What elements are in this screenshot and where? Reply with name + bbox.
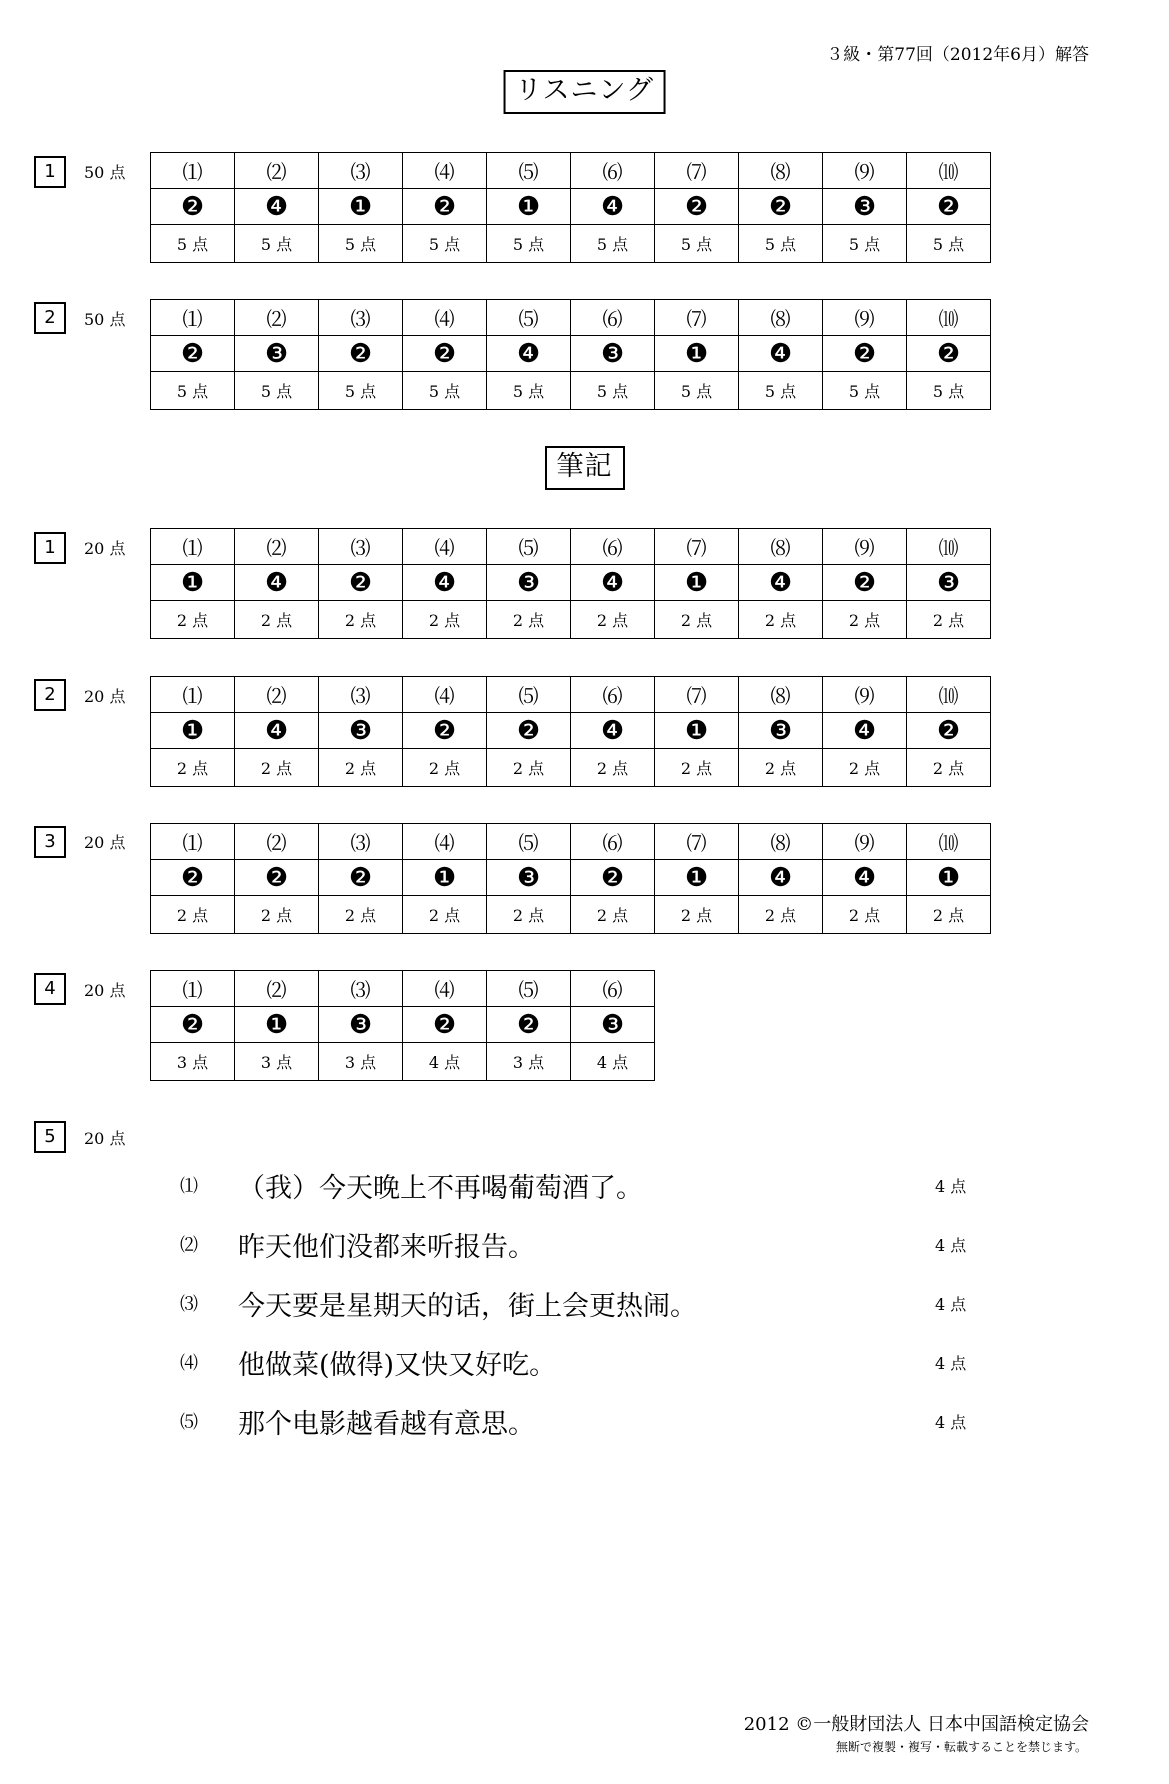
score-cell: 2 点 [487, 601, 571, 639]
score-cell: 2 点 [487, 749, 571, 787]
question-label-cell: ⑷ [403, 153, 487, 189]
answer-cell: ❷ [739, 189, 823, 225]
question-label-cell: ⑼ [823, 529, 907, 565]
score-cell: 2 点 [739, 749, 823, 787]
answer-row [151, 860, 991, 896]
score-cell: 2 点 [235, 749, 319, 787]
question-label-cell: ⑶ [319, 677, 403, 713]
answer-cell: ❹ [235, 189, 319, 225]
listening-q2-number: 2 [34, 302, 66, 334]
answer-cell: ❸ [739, 713, 823, 749]
written-q1-table [150, 528, 991, 639]
question-label-cell: ⑽ [907, 529, 991, 565]
answer-cell: ❹ [739, 336, 823, 372]
answer-cell: ❹ [403, 565, 487, 601]
answer-cell: ❸ [823, 189, 907, 225]
written-q5-item [180, 1343, 980, 1383]
answer-cell: ❸ [319, 1007, 403, 1043]
question-label-cell: ⑻ [739, 824, 823, 860]
question-label-cell: ⑺ [655, 824, 739, 860]
question-label-cell: ⑺ [655, 677, 739, 713]
question-label-cell: ⑴ [151, 677, 235, 713]
score-cell: 2 点 [403, 601, 487, 639]
written-q5-item [180, 1225, 980, 1265]
answer-row [151, 1007, 655, 1043]
question-label-cell: ⑸ [487, 300, 571, 336]
score-cell: 2 点 [571, 749, 655, 787]
answer-cell: ❶ [235, 1007, 319, 1043]
question-label-cell: ⑸ [487, 153, 571, 189]
answer-row [151, 336, 991, 372]
answer-cell: ❶ [487, 189, 571, 225]
item-points: 4 点 [935, 1295, 967, 1314]
question-label-cell: ⑻ [739, 153, 823, 189]
question-label-cell: ⑽ [907, 824, 991, 860]
score-cell: 5 点 [655, 225, 739, 263]
answer-cell: ❷ [823, 565, 907, 601]
written-q3-number: 3 [34, 826, 66, 858]
score-cell: 2 点 [907, 896, 991, 934]
score-cell: 5 点 [235, 225, 319, 263]
question-label-cell: ⑶ [319, 529, 403, 565]
score-cell: 5 点 [571, 372, 655, 410]
question-label-cell: ⑺ [655, 300, 739, 336]
answer-cell: ❶ [655, 565, 739, 601]
question-label-cell: ⑸ [487, 677, 571, 713]
answer-cell: ❶ [151, 565, 235, 601]
item-label: ⑵ [180, 1235, 198, 1256]
question-label-cell: ⑵ [235, 824, 319, 860]
question-label-cell: ⑷ [403, 677, 487, 713]
question-label-cell: ⑽ [907, 677, 991, 713]
item-points: 4 点 [935, 1354, 967, 1373]
answer-cell: ❸ [487, 565, 571, 601]
question-label-cell: ⑻ [739, 529, 823, 565]
score-cell: 5 点 [655, 372, 739, 410]
written-q5-item [180, 1166, 980, 1206]
score-cell: 2 点 [571, 896, 655, 934]
score-cell: 4 点 [403, 1043, 487, 1081]
score-cell: 5 点 [403, 372, 487, 410]
score-row [151, 225, 991, 263]
answer-cell: ❷ [151, 336, 235, 372]
score-cell: 2 点 [823, 749, 907, 787]
score-cell: 5 点 [823, 372, 907, 410]
score-cell: 5 点 [319, 225, 403, 263]
score-cell: 2 点 [739, 601, 823, 639]
listening-q1-points: 50 点 [84, 163, 126, 182]
answer-cell: ❷ [571, 860, 655, 896]
item-label: ⑷ [180, 1353, 198, 1374]
written-q5-points: 20 点 [84, 1129, 126, 1148]
answer-cell: ❶ [655, 336, 739, 372]
question-label-cell: ⑴ [151, 824, 235, 860]
question-label-cell: ⑹ [571, 677, 655, 713]
item-points: 4 点 [935, 1413, 967, 1432]
answer-row [151, 565, 991, 601]
written-q4-table [150, 970, 655, 1081]
score-cell: 2 点 [655, 749, 739, 787]
answer-cell: ❷ [403, 189, 487, 225]
item-answer-text: 他做菜(做得)又快又好吃。 [238, 1350, 557, 1381]
answer-cell: ❷ [403, 1007, 487, 1043]
question-label-row [151, 677, 991, 713]
question-label-cell: ⑻ [739, 300, 823, 336]
score-row [151, 896, 991, 934]
written-q4-points: 20 点 [84, 981, 126, 1000]
answer-cell: ❷ [655, 189, 739, 225]
item-answer-text: （我）今天晚上不再喝葡萄酒了。 [238, 1173, 643, 1204]
written-q2-number: 2 [34, 679, 66, 711]
written-q5-item [180, 1402, 980, 1442]
score-cell: 2 点 [403, 749, 487, 787]
question-label-cell: ⑹ [571, 300, 655, 336]
answer-cell: ❶ [655, 860, 739, 896]
question-label-cell: ⑷ [403, 529, 487, 565]
score-cell: 2 点 [655, 601, 739, 639]
question-label-row [151, 971, 655, 1007]
score-cell: 2 点 [739, 896, 823, 934]
question-label-cell: ⑹ [571, 529, 655, 565]
score-cell: 2 点 [823, 896, 907, 934]
answer-cell: ❸ [319, 713, 403, 749]
answer-row [151, 189, 991, 225]
answer-cell: ❸ [235, 336, 319, 372]
score-row [151, 749, 991, 787]
score-cell: 2 点 [235, 601, 319, 639]
item-label: ⑴ [180, 1176, 198, 1197]
answer-cell: ❷ [403, 713, 487, 749]
written-q2-points: 20 点 [84, 687, 126, 706]
written-q3-table [150, 823, 991, 934]
question-label-cell: ⑼ [823, 677, 907, 713]
question-label-cell: ⑽ [907, 300, 991, 336]
question-label-row [151, 153, 991, 189]
score-cell: 3 点 [487, 1043, 571, 1081]
score-cell: 2 点 [319, 896, 403, 934]
score-cell: 5 点 [823, 225, 907, 263]
written-q5-number: 5 [34, 1121, 66, 1153]
score-cell: 2 点 [403, 896, 487, 934]
answer-cell: ❷ [319, 860, 403, 896]
answer-cell: ❷ [319, 565, 403, 601]
question-label-row [151, 529, 991, 565]
page-header: ３級・第77回（2012年6月）解答 [826, 45, 1089, 65]
footer-note: 無断で複製・複写・転載することを禁じます。 [835, 1740, 1087, 1754]
answer-cell: ❹ [235, 565, 319, 601]
question-label-cell: ⑵ [235, 153, 319, 189]
answer-cell: ❸ [907, 565, 991, 601]
question-label-cell: ⑵ [235, 300, 319, 336]
answer-cell: ❹ [235, 713, 319, 749]
score-row [151, 601, 991, 639]
answer-cell: ❹ [823, 860, 907, 896]
question-label-cell: ⑴ [151, 971, 235, 1007]
score-cell: 5 点 [571, 225, 655, 263]
score-cell: 2 点 [151, 896, 235, 934]
listening-q2-points: 50 点 [84, 310, 126, 329]
answer-cell: ❹ [739, 565, 823, 601]
written-q1-points: 20 点 [84, 539, 126, 558]
score-cell: 2 点 [907, 749, 991, 787]
item-points: 4 点 [935, 1236, 967, 1255]
answer-cell: ❹ [571, 565, 655, 601]
question-label-cell: ⑶ [319, 824, 403, 860]
question-label-cell: ⑴ [151, 300, 235, 336]
answer-cell: ❷ [151, 860, 235, 896]
question-label-cell: ⑵ [235, 677, 319, 713]
score-row [151, 1043, 655, 1081]
score-cell: 2 点 [487, 896, 571, 934]
score-row [151, 372, 991, 410]
written-q4-number: 4 [34, 973, 66, 1005]
question-label-cell: ⑼ [823, 824, 907, 860]
answer-cell: ❹ [487, 336, 571, 372]
score-cell: 2 点 [235, 896, 319, 934]
listening-q2-table [150, 299, 991, 410]
written-q2-table [150, 676, 991, 787]
written-q3-points: 20 点 [84, 833, 126, 852]
question-label-cell: ⑷ [403, 300, 487, 336]
score-cell: 2 点 [571, 601, 655, 639]
score-cell: 2 点 [655, 896, 739, 934]
question-label-cell: ⑴ [151, 529, 235, 565]
question-label-cell: ⑵ [235, 529, 319, 565]
score-cell: 5 点 [487, 225, 571, 263]
question-label-row [151, 824, 991, 860]
answer-cell: ❷ [487, 713, 571, 749]
answer-cell: ❶ [655, 713, 739, 749]
item-answer-text: 昨天他们没都来听报告。 [238, 1232, 535, 1263]
answer-cell: ❷ [403, 336, 487, 372]
score-cell: 2 点 [319, 749, 403, 787]
listening-title: リスニング [503, 70, 666, 114]
answer-cell: ❸ [487, 860, 571, 896]
question-label-cell: ⑸ [487, 824, 571, 860]
question-label-cell: ⑹ [571, 971, 655, 1007]
question-label-cell: ⑹ [571, 824, 655, 860]
answer-cell: ❶ [151, 713, 235, 749]
answer-cell: ❷ [907, 336, 991, 372]
score-cell: 5 点 [739, 225, 823, 263]
score-cell: 3 点 [319, 1043, 403, 1081]
item-answer-text: 今天要是星期天的话，街上会更热闹。 [238, 1291, 697, 1322]
question-label-cell: ⑶ [319, 971, 403, 1007]
score-cell: 5 点 [151, 372, 235, 410]
score-cell: 5 点 [487, 372, 571, 410]
score-cell: 2 点 [319, 601, 403, 639]
answer-cell: ❹ [739, 860, 823, 896]
score-cell: 5 点 [403, 225, 487, 263]
question-label-cell: ⑸ [487, 971, 571, 1007]
item-label: ⑶ [180, 1294, 198, 1315]
question-label-cell: ⑶ [319, 300, 403, 336]
score-cell: 5 点 [319, 372, 403, 410]
written-q1-number: 1 [34, 532, 66, 564]
answer-cell: ❹ [571, 189, 655, 225]
score-cell: 5 点 [151, 225, 235, 263]
item-label: ⑸ [180, 1412, 198, 1433]
answer-cell: ❷ [151, 1007, 235, 1043]
question-label-cell: ⑺ [655, 153, 739, 189]
question-label-cell: ⑺ [655, 529, 739, 565]
answer-cell: ❷ [907, 713, 991, 749]
score-cell: 2 点 [907, 601, 991, 639]
listening-q1-table [150, 152, 991, 263]
question-label-cell: ⑴ [151, 153, 235, 189]
answer-cell: ❷ [319, 336, 403, 372]
listening-q1-number: 1 [34, 156, 66, 188]
question-label-cell: ⑼ [823, 153, 907, 189]
score-cell: 2 点 [823, 601, 907, 639]
answer-cell: ❷ [235, 860, 319, 896]
question-label-cell: ⑶ [319, 153, 403, 189]
score-cell: 4 点 [571, 1043, 655, 1081]
answer-cell: ❹ [823, 713, 907, 749]
question-label-cell: ⑷ [403, 824, 487, 860]
score-cell: 5 点 [907, 372, 991, 410]
question-label-cell: ⑻ [739, 677, 823, 713]
question-label-row [151, 300, 991, 336]
answer-cell: ❷ [907, 189, 991, 225]
question-label-cell: ⑼ [823, 300, 907, 336]
answer-cell: ❷ [151, 189, 235, 225]
answer-cell: ❶ [403, 860, 487, 896]
question-label-cell: ⑵ [235, 971, 319, 1007]
answer-cell: ❸ [571, 336, 655, 372]
question-label-cell: ⑷ [403, 971, 487, 1007]
item-points: 4 点 [935, 1177, 967, 1196]
answer-row [151, 713, 991, 749]
answer-cell: ❶ [907, 860, 991, 896]
written-q5-item [180, 1284, 980, 1324]
score-cell: 5 点 [907, 225, 991, 263]
item-answer-text: 那个电影越看越有意思。 [238, 1409, 535, 1440]
answer-cell: ❹ [571, 713, 655, 749]
score-cell: 2 点 [151, 749, 235, 787]
score-cell: 2 点 [151, 601, 235, 639]
answer-cell: ❸ [571, 1007, 655, 1043]
answer-cell: ❷ [487, 1007, 571, 1043]
score-cell: 5 点 [235, 372, 319, 410]
score-cell: 3 点 [151, 1043, 235, 1081]
written-title: 筆記 [545, 446, 625, 490]
footer-copyright: 2012 ©一般財団法人 日本中国語検定協会 [743, 1714, 1089, 1735]
question-label-cell: ⑹ [571, 153, 655, 189]
score-cell: 3 点 [235, 1043, 319, 1081]
answer-cell: ❷ [823, 336, 907, 372]
score-cell: 5 点 [739, 372, 823, 410]
answer-cell: ❶ [319, 189, 403, 225]
question-label-cell: ⑸ [487, 529, 571, 565]
question-label-cell: ⑽ [907, 153, 991, 189]
